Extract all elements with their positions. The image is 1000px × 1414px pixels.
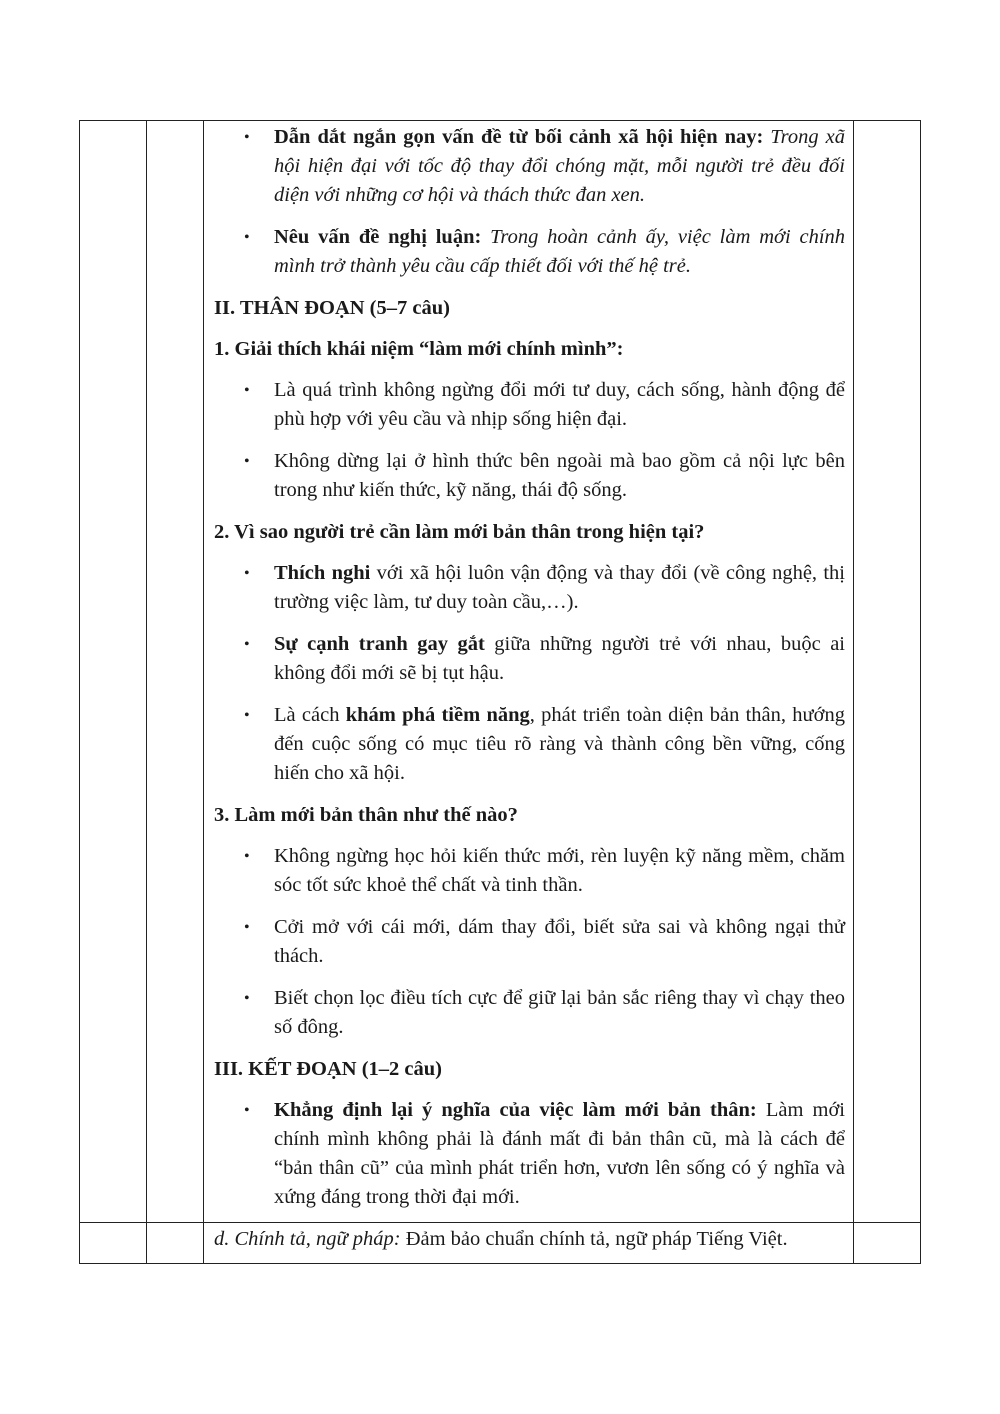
section3-bullet-text: Cởi mở với cái mới, dám thay đổi, biết sửa sai và không ngại thử thách. xyxy=(274,916,845,967)
section2-bullet-bold: Sự cạnh tranh gay gắt xyxy=(274,633,485,655)
empty-cell-col4 xyxy=(854,121,921,1223)
conclusion-lead: Khẳng định lại ý nghĩa của việc làm mới bản thân: xyxy=(274,1099,757,1121)
list-item xyxy=(214,984,845,1042)
intro-bullet-lead: Nêu vấn đề nghị luận: xyxy=(274,226,482,248)
conclusion-bullet-list xyxy=(214,1096,845,1212)
footer-row xyxy=(80,1223,921,1264)
section1-bullet-list xyxy=(214,376,845,505)
list-item xyxy=(214,630,845,688)
section1-bullet-text: Không dừng lại ở hình thức bên ngoài mà bao gồm cả nội lực bên trong như kiến thức, kỹ năng, thái độ sống. xyxy=(274,450,845,501)
empty-cell-col1 xyxy=(80,121,147,1223)
empty-cell-col2 xyxy=(147,1223,204,1264)
conclusion-heading: III. KẾT ĐOẠN (1–2 câu) xyxy=(214,1058,442,1080)
section2-heading: 2. Vì sao người trẻ cần làm mới bản thân trong hiện tại? xyxy=(214,521,705,543)
bullet-icon: • xyxy=(244,565,250,582)
rubric-table xyxy=(79,120,921,1264)
list-item xyxy=(214,559,845,617)
list-item xyxy=(214,447,845,505)
bullet-icon: • xyxy=(244,453,250,470)
footer-cell xyxy=(204,1223,854,1264)
list-item xyxy=(214,913,845,971)
list-item xyxy=(214,842,845,900)
bullet-icon: • xyxy=(244,707,250,724)
conclusion-text: Làm mới chính mình không phải là đánh mất đi bản thân cũ, mà là cách để “bản thân cũ” của mình phát triển hơn, vươn lên sống có ý nghĩa và xứng đáng trong thời đại mới. xyxy=(274,1099,845,1208)
content-cell xyxy=(204,121,854,1223)
bullet-icon: • xyxy=(244,848,250,865)
bullet-icon: • xyxy=(244,229,250,246)
section1-bullet-text: Là quá trình không ngừng đổi mới tư duy, cách sống, hành động để phù hợp với yêu cầu và nhịp sống hiện đại. xyxy=(274,379,845,430)
section1-heading: 1. Giải thích khái niệm “làm mới chính mình”: xyxy=(214,338,624,360)
section2-bullet-bold: khám phá tiềm năng xyxy=(345,704,530,726)
list-item xyxy=(214,123,845,210)
section2-bullet-text: giữa những người trẻ với nhau, buộc ai không đổi mới sẽ bị tụt hậu. xyxy=(274,633,845,684)
list-item xyxy=(214,701,845,788)
section2-bullet-bold: Thích nghi xyxy=(274,562,371,584)
empty-cell-col4 xyxy=(854,1223,921,1264)
section2-bullet-text: với xã hội luôn vận động và thay đổi (về công nghệ, thị trường việc làm, tư duy toàn cầu,…). xyxy=(274,562,845,613)
bullet-icon: • xyxy=(244,382,250,399)
bullet-icon: • xyxy=(244,990,250,1007)
bullet-icon: • xyxy=(244,919,250,936)
list-item xyxy=(214,376,845,434)
section3-bullet-list xyxy=(214,842,845,1042)
footer-text: Đảm bảo chuẩn chính tả, ngữ pháp Tiếng Việt. xyxy=(400,1228,788,1250)
intro-bullet-list xyxy=(214,123,845,281)
bullet-icon: • xyxy=(244,636,250,653)
intro-bullet-text: Trong hoàn cảnh ấy, việc làm mới chính mình trở thành yêu cầu cấp thiết đối với thế hệ trẻ. xyxy=(274,226,846,277)
section2-bullet-list xyxy=(214,559,845,788)
section2-bullet-text: , phát triển toàn diện bản thân, hướng đến cuộc sống có mục tiêu rõ ràng và thành công bền vững, cống hiến cho xã hội. xyxy=(274,704,846,784)
bullet-icon: • xyxy=(244,129,250,146)
list-item xyxy=(214,223,845,281)
intro-bullet-text: Trong xã hội hiện đại với tốc độ thay đổi chóng mặt, mỗi người trẻ đều đối diện với những cơ hội và thách thức đan xen. xyxy=(274,126,845,206)
empty-cell-col2 xyxy=(147,121,204,1223)
bullet-icon: • xyxy=(244,1102,250,1119)
section2-bullet-prefix: Là cách xyxy=(274,704,346,726)
content-row xyxy=(80,121,921,1223)
body-heading: II. THÂN ĐOẠN (5–7 câu) xyxy=(214,297,450,319)
section3-heading: 3. Làm mới bản thân như thế nào? xyxy=(214,804,518,826)
empty-cell-col1 xyxy=(80,1223,147,1264)
footer-label: d. Chính tả, ngữ pháp: xyxy=(214,1228,401,1250)
section3-bullet-text: Biết chọn lọc điều tích cực để giữ lại bản sắc riêng thay vì chạy theo số đông. xyxy=(274,987,845,1038)
list-item xyxy=(214,1096,845,1212)
intro-bullet-lead: Dẫn dắt ngắn gọn vấn đề từ bối cảnh xã hội hiện nay: xyxy=(274,126,764,148)
section3-bullet-text: Không ngừng học hỏi kiến thức mới, rèn luyện kỹ năng mềm, chăm sóc tốt sức khoẻ thể chất và tinh thần. xyxy=(274,845,845,896)
